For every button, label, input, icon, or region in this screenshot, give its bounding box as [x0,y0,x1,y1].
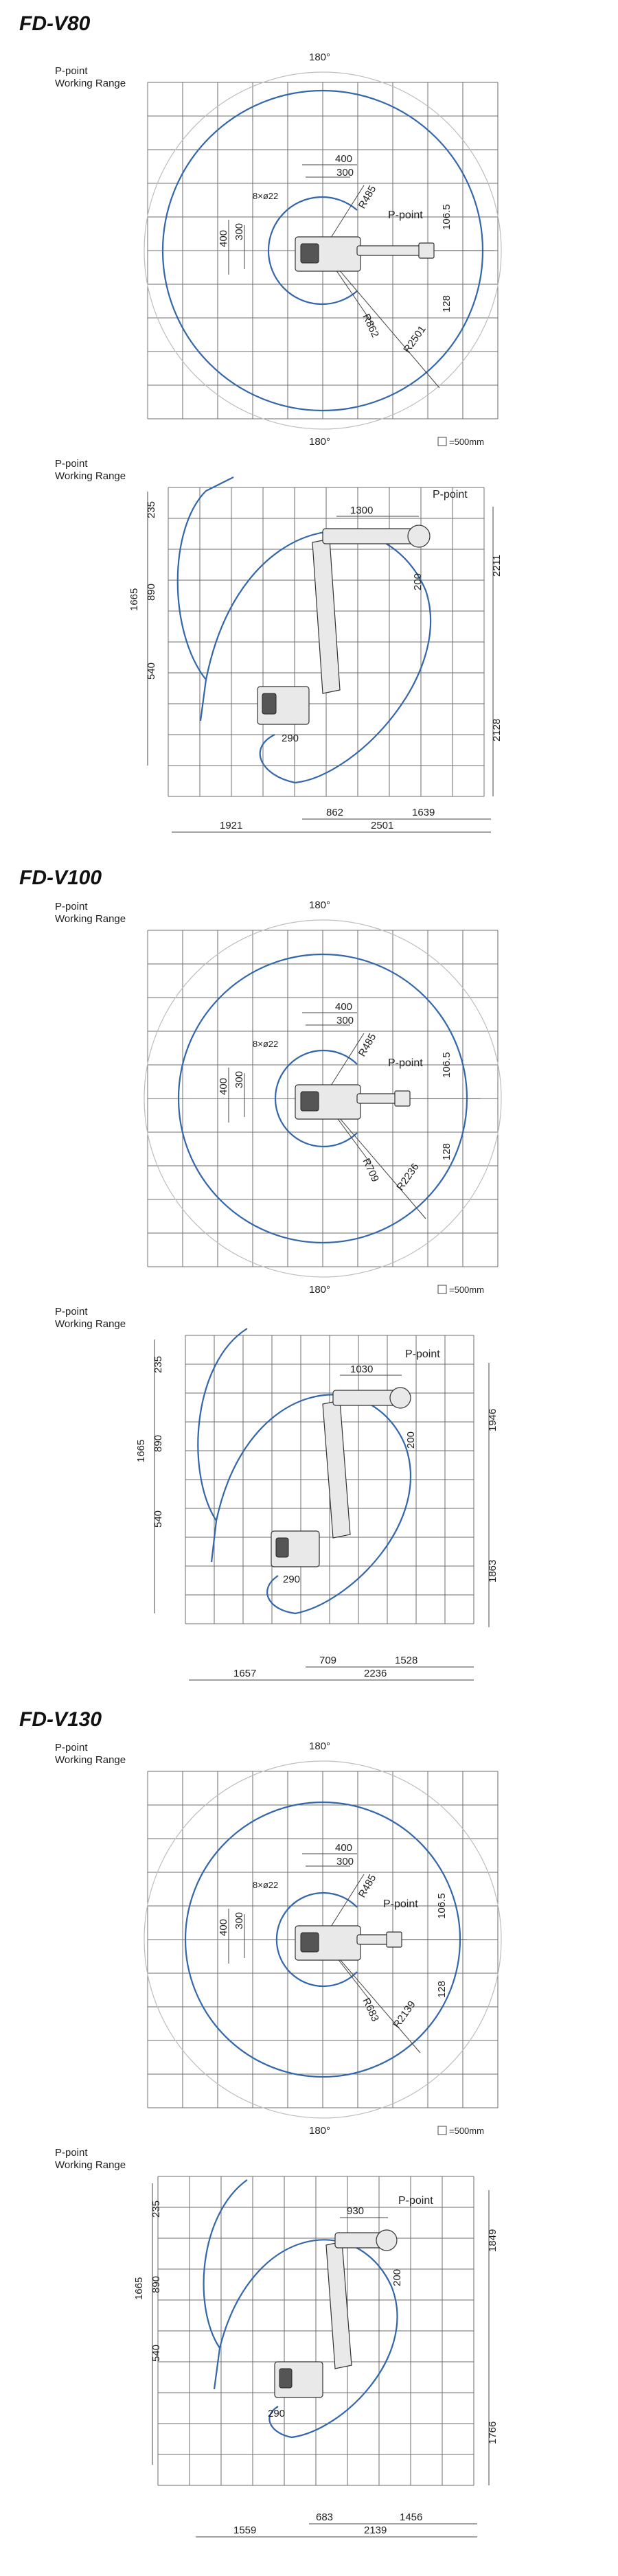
p-point-label: P-point [383,1898,418,1910]
robot-side [271,1388,411,1567]
dim-r-mid: R862 [360,312,381,340]
dim-h540: 540 [152,1510,164,1528]
dim-r-small: R485 [356,1031,379,1059]
dim-b1639: 1528 [395,1655,418,1666]
dim-h540: 540 [146,662,157,680]
dim-106: 106.5 [441,1052,453,1078]
dim-b1639: 1639 [412,807,435,818]
top-view-diagram [0,1737,618,2135]
dim-v300: 300 [233,1070,245,1088]
dim-h890: 890 [152,1434,164,1452]
dim-up: 1849 [487,2229,499,2252]
dim-r290: 290 [282,733,299,744]
working-range-label-1: P-point [55,1742,88,1753]
dim-b862: 709 [319,1655,337,1666]
dim-up: 1946 [487,1408,499,1431]
scale-square [438,437,446,446]
dim-v300: 300 [233,222,245,240]
working-range-label-2: Working Range [55,1318,126,1330]
p-point-label: P-point [388,1057,423,1069]
angle-top: 180° [309,51,331,63]
dim-h1665: 1665 [128,588,140,611]
working-range-label-2: Working Range [55,78,126,89]
dim-v200: 200 [412,573,424,590]
dim-v200: 200 [405,1431,417,1449]
dim-h235: 235 [152,1355,164,1373]
dim-r-mid: R683 [360,1996,381,2024]
dim-b1921: 1559 [233,2525,257,2536]
dim-up: 2211 [491,554,503,577]
grid [158,2176,474,2485]
model-title: FD-V80 [19,12,91,35]
top-view-diagram [0,48,618,446]
angle-bottom: 180° [309,1284,331,1296]
angle-top: 180° [309,899,331,911]
p-point-label: P-point [388,209,423,221]
model-title: FD-V100 [19,866,102,889]
scale-label: =500mm [449,1285,484,1295]
dim-bolts: 8×ø22 [253,1880,279,1890]
dim-b862: 862 [326,807,344,818]
dim-r-small: R485 [356,1872,379,1900]
dim-300: 300 [336,1015,354,1026]
dim-400: 400 [335,1842,353,1854]
dim-128: 128 [441,1142,453,1160]
dim-300: 300 [336,1856,354,1867]
dim-arm: 930 [347,2205,365,2217]
scale-square [438,2126,446,2135]
side-view-diagram [0,1301,618,1699]
dim-b1921: 1921 [220,820,243,831]
scale-label: =500mm [449,437,484,447]
robot-side [275,2230,397,2397]
working-envelope [198,1329,411,1613]
dim-arm: 1030 [350,1364,374,1375]
dim-b1921: 1657 [233,1668,257,1679]
working-range-label-2: Working Range [55,2159,126,2171]
model-title: FD-V130 [19,1708,102,1731]
dim-h1665: 1665 [133,2277,145,2300]
dim-r290: 290 [283,1574,301,1585]
dim-r-big: R2501 [401,323,428,356]
dim-v400: 400 [218,1918,229,1936]
dim-b2501: 2236 [364,1668,387,1679]
working-range-label-1: P-point [55,65,88,77]
scale-label: =500mm [449,2126,484,2136]
dim-h540: 540 [150,2344,162,2362]
angle-top: 180° [309,1740,331,1752]
working-envelope [204,2180,398,2437]
dim-down: 1863 [487,1559,499,1583]
dim-r290: 290 [268,2408,286,2419]
dim-h1665: 1665 [135,1439,147,1462]
dim-r-small: R485 [356,183,379,211]
working-range-label-1: P-point [55,901,88,912]
working-range-label-2: Working Range [55,913,126,925]
working-range-label-2: Working Range [55,470,126,482]
dim-arm: 1300 [350,505,374,516]
dim-v200: 200 [391,2268,403,2286]
dim-r-mid: R709 [360,1156,381,1184]
side-view-diagram [0,453,618,851]
dim-106: 106.5 [436,1893,448,1919]
side-view-diagram [0,2142,618,2554]
p-point-label: P-point [433,489,468,501]
dim-down: 2128 [491,718,503,741]
working-range-label-1: P-point [55,458,88,470]
dim-h235: 235 [150,2200,162,2218]
angle-bottom: 180° [309,436,331,448]
dim-r-big: R2139 [391,1999,418,2031]
robot-base [295,237,434,271]
dim-400: 400 [335,153,353,165]
working-range-label-2: Working Range [55,1754,126,1766]
robot-base [295,1926,402,1960]
angle-bottom: 180° [309,2125,331,2137]
p-point-label: P-point [405,1348,440,1360]
dim-106: 106.5 [441,204,453,230]
p-point-label: P-point [398,2195,433,2207]
dim-h890: 890 [146,583,157,601]
dim-h890: 890 [150,2275,162,2293]
dim-v400: 400 [218,1077,229,1095]
dim-r-big: R2236 [394,1161,422,1193]
robot-side [258,525,430,724]
dim-400: 400 [335,1001,353,1013]
dim-v400: 400 [218,229,229,247]
scale-square [438,1285,446,1293]
working-range-label-1: P-point [55,1306,88,1318]
dim-h235: 235 [146,501,157,518]
dim-b2501: 2139 [364,2525,387,2536]
dim-300: 300 [336,167,354,179]
dim-b862: 683 [316,2511,334,2523]
working-envelope [178,477,431,783]
dim-bolts: 8×ø22 [253,1039,279,1049]
dim-v300: 300 [233,1911,245,1929]
dim-b1639: 1456 [400,2511,423,2523]
working-range-label-1: P-point [55,2147,88,2159]
dim-b2501: 2501 [371,820,394,831]
top-view-diagram [0,896,618,1294]
dim-down: 1766 [487,2421,499,2444]
dim-128: 128 [441,295,453,312]
dim-128: 128 [436,1980,448,1998]
dim-bolts: 8×ø22 [253,191,279,201]
